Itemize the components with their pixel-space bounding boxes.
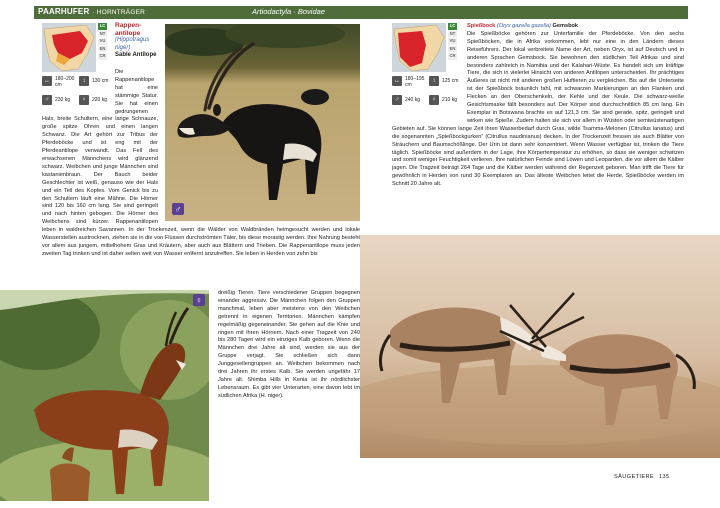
sable-title-block	[115, 22, 161, 60]
gemsbok-weight-female: 210 kg	[442, 97, 458, 103]
male-weight-icon: ♂	[392, 95, 402, 105]
iucn-en: EN	[448, 46, 457, 54]
section-header	[34, 6, 688, 19]
sable-body-length: 180–200 cm	[55, 76, 75, 88]
sable-shoulder-height: 130 cm	[92, 78, 109, 84]
header-taxonomy: Artiodactyla · Bovidae	[252, 7, 325, 16]
iucn-lc: LC	[448, 23, 457, 31]
sable-range-map	[42, 23, 96, 72]
iucn-cr: CR	[98, 53, 107, 61]
text-spacer-stats	[42, 69, 115, 111]
sable-weight-female: 220 kg	[92, 97, 108, 103]
gemsbok-body-length: 180–195 cm	[405, 76, 425, 88]
iucn-vu: VU	[98, 38, 107, 46]
sable-weight-male: 230 kg	[55, 97, 71, 103]
body-length-icon: ↔	[394, 78, 400, 84]
sable-name-en: Sable Antilope	[115, 52, 157, 59]
female-weight-icon: ♀	[79, 95, 89, 105]
gemsbok-shoulder-height: 125 cm	[442, 78, 459, 84]
body-length-icon: ↔	[44, 78, 50, 84]
text-spacer-map	[392, 23, 464, 121]
gemsbok-name-en: Gemsbok	[552, 23, 579, 29]
gemsbok-name-de: Spießbock	[467, 23, 496, 29]
gemsbok-paragraph: Spießbock (Oryx gazella gazella) Gemsbok Die Spießböcke gehören zur Unterfamilie der Pferdeböcke. Von den sechs Spießböcken, die in Afrika vorkommen, lebt nur eine in den Ländern dieses Reiseführers. Der lokal verbreitete Name der Art, neben Oryx, ist auf Deutsch und in anderen Sprachen Gemsbock. Sie bewohnen den südlichen Teil Afrikas und sind besonders zahlreich in Namibia und der Kalahari-Wüste. Es handelt sich um kräftige Tiere, die sich in vielerlei Hinsicht von anderen Antilopen unterscheiden. Ihr prächtiges Äußeres ist nicht mit anderen großen Huftieren zu vergleichen. Bis auf die Unterseite ist der Spießbock bräunlich fahl, mit schwarzen Markierungen an den Flanken und Flecken an den Oberschenkeln, der Kehle und der Keule. Die schwarz-weiße Gesichtsmaske fällt besonders auf. Der Körper sind durchschnittlich 85 cm lang. Ein Exemplar in Botswana brachte es auf 121,3 cm. Sie sind gerade, spitz, geringelt und wirken wie Spieße. Zudem halten sie sich vor allem in Wüsten oder semiwüstenartigen Gebieten auf. Sie können lange Zeit ihren Wasserbedarf durch Gras, wilde Tsamma-Melonen (Citrullus lanatus) und die sogenannten „Spießbockgurken“ (Citrullus naudinianus) decken. In der Trockenzeit fressen sie auch Blätter von Sträuchern und Baumschößlinge. Der Urin ist dann sehr konzentriert. Wenn Wasser verfügbar ist, trinken die Tiere täglich. Spießböcke sind außerdem in der Lage, ihre Körpertemperatur zu erhöhen, so dass sie weniger schwitzen und somit weniger Feuchtigkeit verlieren. Ihre natürlichen Feinde sind Löwen und Leoparden, die vor allem die Kälber jagen. Die Tragzeit beträgt 264 Tage und die Kälber werden während der Regenzeit geboren. Man trifft die Tiere für gewöhnlich in Herden von rund 30 Exemplaren an. Das älteste Weibchen leitet die Herde. Spießböcke werden im Schnitt 20 Jahre alt.	[392, 23, 684, 188]
iucn-nt: NT	[448, 31, 457, 39]
footer-page-number: 135	[659, 474, 670, 480]
sable-paragraph-2: dreißig Tieren. Tiere verschiedener Gruppen begegnen einander aggressiv. Die Männchen folgen den Gruppen manchmal, leben aber meistens von den Weibchen getrennt in eigenen Territorien. Männchen kämpfen regelmäßig gegeneinander. Sie gehen auf die Knie und ringen mit ihren Hörnern. Nach einer Tragzeit von 240 bis 280 Tagen wird ein einziges Kalb geboren. Wenn die Männchen drei Jahre alt sind, werden sie aus der Gruppe verjagt. Sie schließen sich dann Junggesellengruppen an. Weibchen bekommen nach drei Jahren ihr erstes Kalb. Sie werden ungefähr 17 Jahre alt. Shimba Hills in Kenia ist ihr nördlichster Lebensraum. Es gibt vier Unterarten, eine davon lebt im südlichen Afrika (H. niger).	[218, 290, 360, 399]
sable-male-photo	[165, 24, 360, 221]
footer-section: SÄUGETIERE	[614, 474, 655, 480]
iucn-nt: NT	[98, 31, 107, 39]
shoulder-height-icon: ↕	[429, 76, 439, 86]
sable-name-de: Rappen-antilope	[115, 22, 142, 37]
iucn-cr: CR	[448, 53, 457, 61]
sable-iucn-scale	[98, 23, 107, 61]
sable-name-sci: (Hippotragus niger)	[115, 37, 150, 51]
iucn-en: EN	[98, 46, 107, 54]
header-category: PAARHUFER · HORNTRÄGER	[38, 7, 146, 16]
page-footer	[614, 474, 670, 480]
male-weight-icon: ♂	[42, 95, 52, 105]
sable-female-photo	[0, 290, 209, 501]
female-weight-icon: ♀	[429, 95, 439, 105]
sable-paragraph-1: Die Rappenantilope hat eine stämmige Statur. Sie hat einen gedrungenen Hals, breite Schultern, eine lange Schnauze, große spitze Ohren und einen langen Schwanz. Die Art gehört zur Tribus der Pferdeböcke und ist eng mit der Pferdeantilope verwandt. Das Fell des erwachsenen Männchens wird glänzend schwarz. Weibchen und junge Männchen sind kastanienbraun. Der Bauch beider Geschlechter ist weiß, genauso wie der Hals und ein Teil des Kopfes. Vom Genick bis zu den Schultern läuft eine Mähne. Die Hörner sind 120 bis 160 cm lang. Sie sind geringelt und nach hinten gebogen. Die Hörner des Weibchens sind kürzer. Rappenantilopen leben in waldreichen Savannen. In der Trockenzeit, wenn die Wälder von Waldbränden heimgesucht werden und lokale Wasserstellen austrocknen, ziehen sie in die von Flüssen durchströmten Täler, bis diese morastig werden. Ihre Nahrung besteht vor allem aus jungem, mittelhohem Gras und Kräutern, aber auch aus Blättern und Trieben. Die Rappenantilope muss jeden zweiten Tag trinken und ist daher selten weit von Wasser entfernt anzutreffen. Sie leben in Herden von zehn bis	[42, 69, 360, 257]
gemsbok-fight-photo	[360, 235, 720, 458]
iucn-vu: VU	[448, 38, 457, 46]
male-badge: ♂	[172, 203, 184, 215]
shoulder-height-icon: ↕	[79, 76, 89, 86]
iucn-lc: LC	[98, 23, 107, 31]
gemsbok-name-sci: (Oryx gazella gazella)	[496, 23, 551, 29]
female-badge: ♀	[193, 294, 205, 306]
gemsbok-weight-male: 240 kg	[405, 97, 421, 103]
